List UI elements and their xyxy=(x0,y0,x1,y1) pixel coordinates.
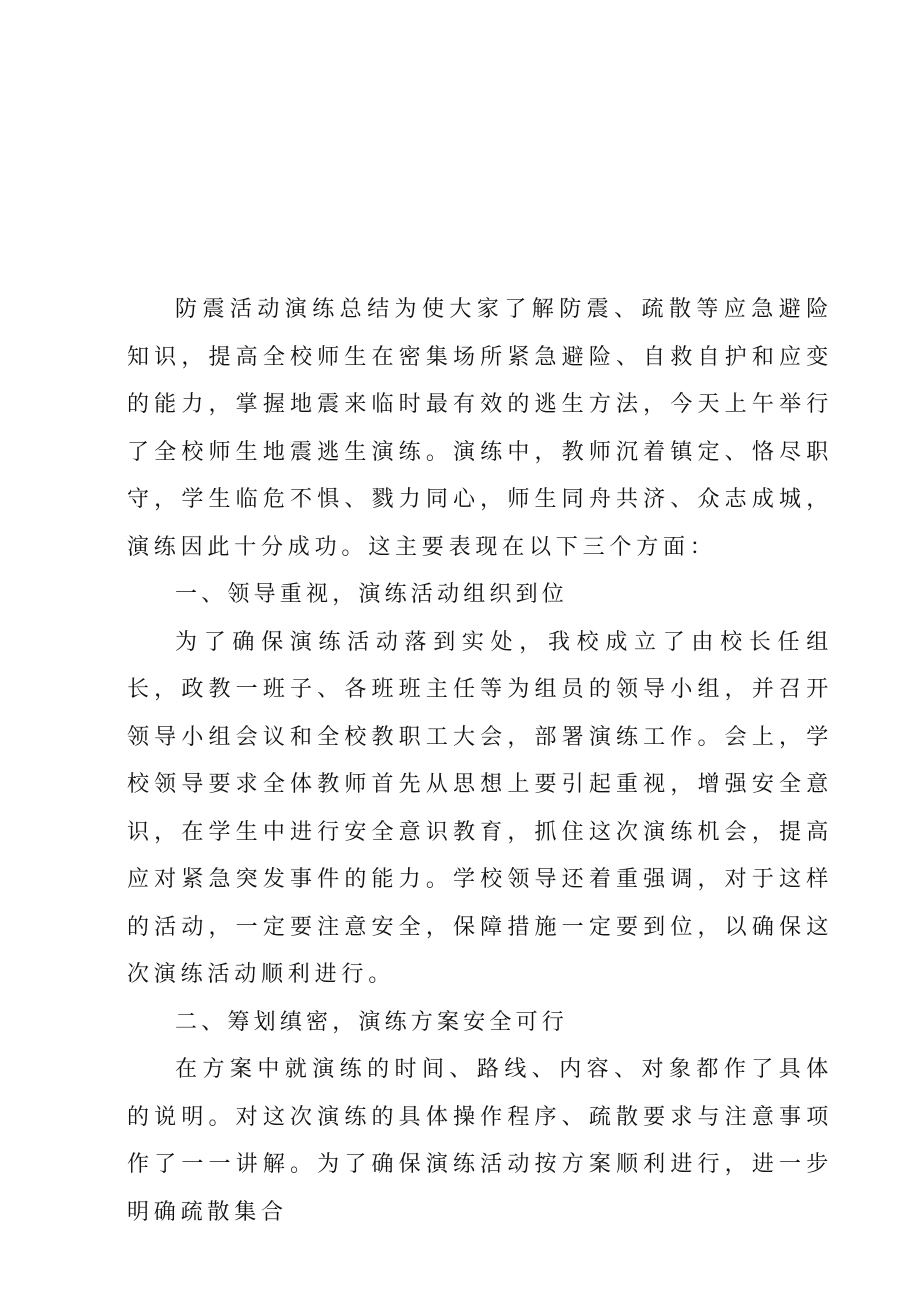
section-1-paragraph: 为了确保演练活动落到实处，我校成立了由校长任组长，政教一班子、各班班主任等为组员的领导小组，并召开领导小组会议和全校教职工大会，部署演练工作。会上，学校领导要求全体教师首先从思想上要引起重视，增强安全意识，在学生中进行安全意识教育，抓住这次演练机会，提高应对紧急突发事件的能力。学校领导还着重强调，对于这样的活动，一定要注意安全，保障措施一定要到位，以确保这次演练活动顺利进行。 xyxy=(127,629,833,987)
section-heading-2: 二、筹划缜密，演练方案安全可行 xyxy=(175,1009,569,1035)
section-heading-1: 一、领导重视，演练活动组织到位 xyxy=(175,582,569,607)
intro-paragraph: 防震活动演练总结为使大家了解防震、疏散等应急避险知识，提高全校师生在密集场所紧急避险、自救自护和应变的能力，掌握地震来临时最有效的逃生方法，今天上午举行了全校师生地震逃生演练。演练中，教师沉着镇定、恪尽职守，学生临危不惧、戮力同心，师生同舟共济、众志成城，演练因此十分成功。这主要表现在以下三个方面： xyxy=(127,297,833,560)
document-body xyxy=(127,286,833,1236)
section-2-paragraph: 在方案中就演练的时间、路线、内容、对象都作了具体的说明。对这次演练的具体操作程序、疏散要求与注意事项作了一一讲解。为了确保演练活动按方案顺利进行，进一步明确疏散集合 xyxy=(127,1057,833,1225)
